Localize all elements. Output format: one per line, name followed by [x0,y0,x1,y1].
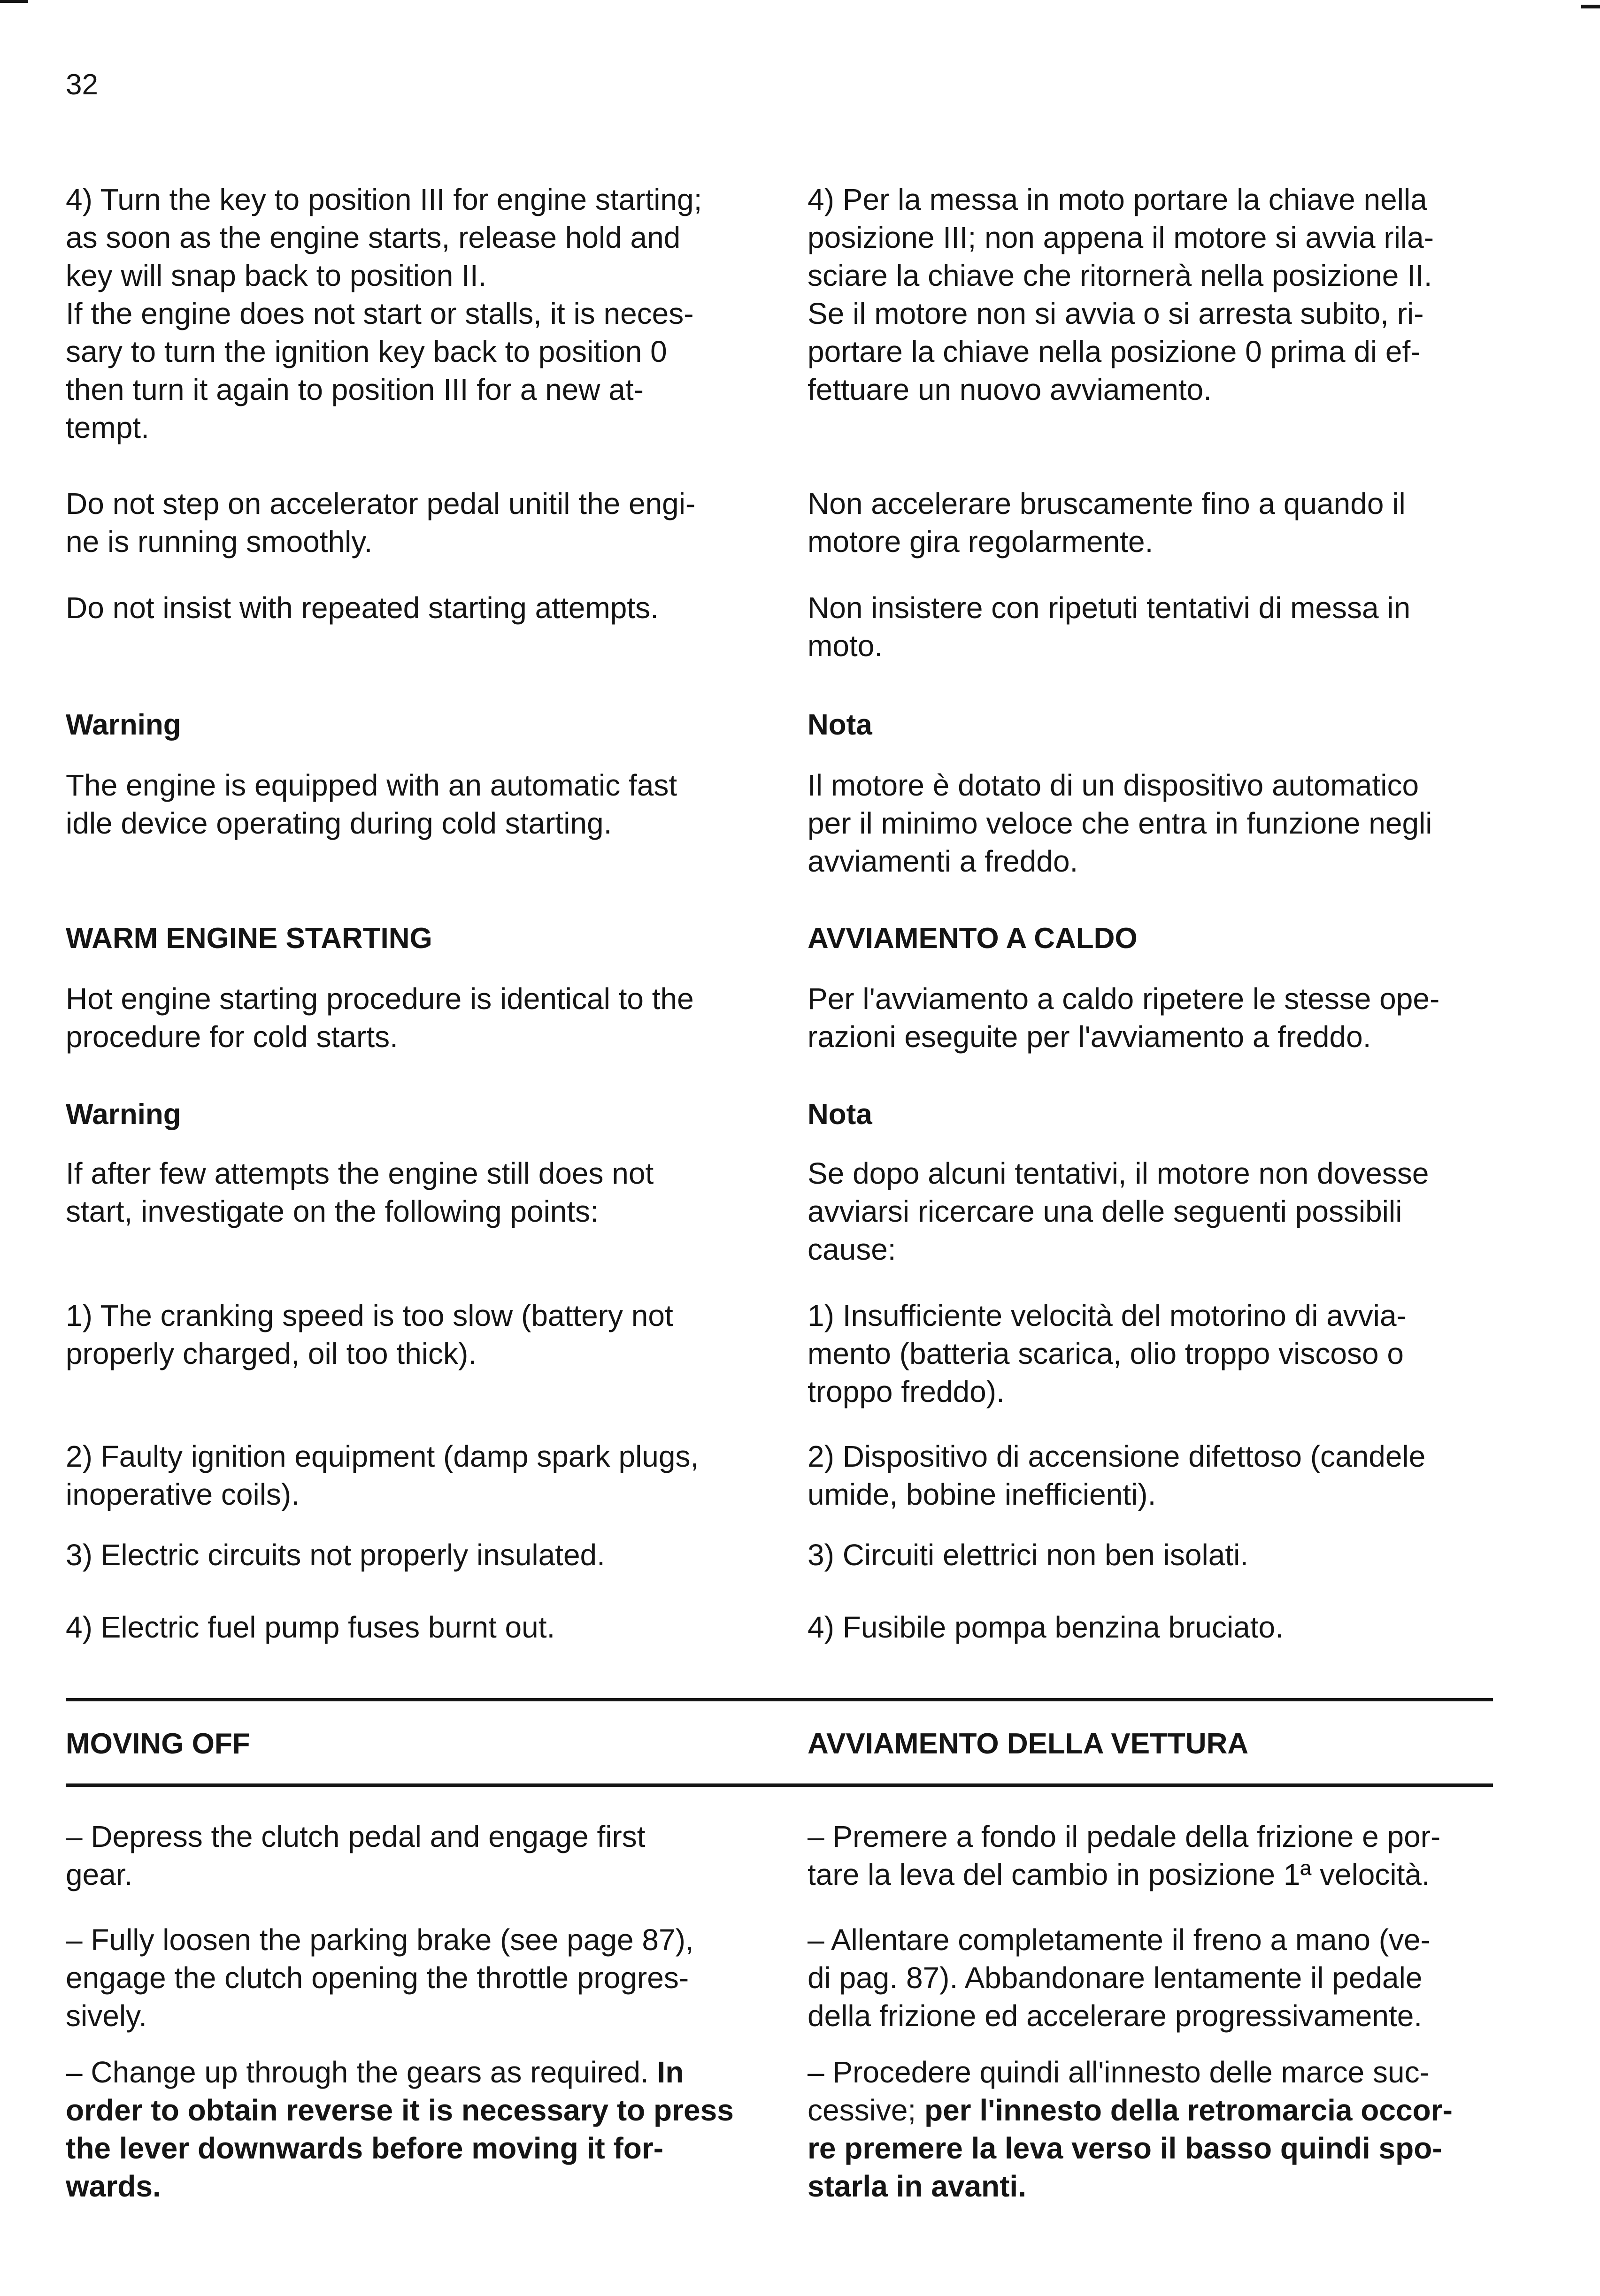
text-line: start, investigate on the following points: [66,1194,599,1228]
scan-mark-right [1581,5,1600,8]
text-line: 1) The cranking speed is too slow (battery not [66,1299,673,1332]
it-nota-label: Nota [808,709,872,741]
it-point-1 [808,1297,1512,1411]
en-fast-idle-paragraph [66,766,761,842]
text-line: Se dopo alcuni tentativi, il motore non dovesse [808,1156,1429,1190]
it-point-4 [808,1608,1512,1646]
text-line: ne is running smoothly. [66,525,373,559]
text-line [66,2053,761,2091]
it-fast-idle-paragraph [808,766,1512,880]
en-moving-step-2 [66,1921,761,2035]
text-line: di pag. 87). Abbandonare lentamente il pedale [808,1961,1423,1995]
en-accelerator-paragraph [66,485,761,561]
text-line: inoperative coils). [66,1477,300,1511]
text-line: – Depress the clutch pedal and engage first [66,1820,646,1853]
en-point-3 [66,1536,761,1574]
text-line: key will snap back to position II. [66,259,487,292]
text-line: procedure for cold starts. [66,1020,398,1054]
text-line: avviarsi ricercare una delle seguenti possibili [808,1194,1402,1228]
text-line: tare la leva del cambio in posizione 1ª velocità. [808,1858,1430,1891]
text-line: 2) Dispositivo di accensione difettoso (candele [808,1439,1426,1473]
text-line: portare la chiave nella posizione 0 prima di ef- [808,335,1421,368]
en-warning-label-2: Warning [66,1098,181,1131]
text-line: Non insistere con ripetuti tentativi di messa in [808,591,1411,625]
text-line: Il motore è dotato di un dispositivo automatico [808,768,1419,802]
text-line: idle device operating during cold starting. [66,806,612,840]
text-line: Non accelerare bruscamente fino a quando il [808,487,1406,520]
text-line: then turn it again to position III for a new at- [66,373,644,406]
text-line: – Premere a fondo il pedale della frizione e por- [808,1820,1441,1853]
en-warm-start-heading: WARM ENGINE STARTING [66,922,432,955]
text-line: cause: [808,1232,896,1266]
text-line: avviamenti a freddo. [808,844,1078,878]
text-line: motore gira regolarmente. [808,525,1154,559]
text-line-bold: wards. [66,2169,161,2203]
text-line: The engine is equipped with an automatic fast [66,768,677,802]
text-line: mento (batteria scarica, olio troppo viscoso o [808,1337,1404,1370]
text-line: as soon as the engine starts, release hold and [66,221,681,254]
it-warm-start-paragraph [808,980,1512,1056]
it-moving-step-2 [808,1921,1512,2035]
en-attempts-paragraph [66,1155,761,1231]
text-bold: per l'innesto della retromarcia occor- [924,2093,1453,2127]
text-line: 4) Per la messa in moto portare la chiave nella [808,183,1427,216]
it-point-2 [808,1438,1512,1514]
text-line: razioni eseguite per l'avviamento a freddo. [808,1020,1371,1054]
en-step4-paragraph [66,181,761,447]
page-number: 32 [66,69,98,101]
scan-mark-left [0,0,28,3]
text-line: – Procedere quindi all'innesto delle marce suc- [808,2055,1430,2089]
text-line: 1) Insufficiente velocità del motorino di avvia- [808,1299,1407,1332]
en-moving-step-1 [66,1818,761,1894]
en-point-4 [66,1608,761,1646]
text-normal: cessive; [808,2093,924,2127]
text-line [808,2091,1512,2129]
text-line: 3) Circuiti elettrici non ben isolati. [808,1538,1249,1572]
it-warm-start-heading: AVVIAMENTO A CALDO [808,922,1138,955]
en-moving-off-heading: MOVING OFF [66,1728,250,1760]
text-line: Do not step on accelerator pedal unitil the engi- [66,487,696,520]
it-step4-paragraph [808,181,1512,409]
it-moving-off-heading: AVVIAMENTO DELLA VETTURA [808,1728,1249,1760]
it-attempts-paragraph [808,1155,1512,1269]
text-line: 4) Fusibile pompa benzina bruciato. [808,1610,1284,1644]
text-line-bold: starla in avanti. [808,2169,1026,2203]
en-moving-step-3 [66,2053,761,2205]
it-point-3 [808,1536,1512,1574]
text-line-bold: order to obtain reverse it is necessary to press [66,2093,734,2127]
text-line-bold: the lever downwards before moving it for- [66,2131,664,2165]
it-accelerator-paragraph [808,485,1512,561]
text-line: per il minimo veloce che entra in funzione negli [808,806,1432,840]
text-line: If the engine does not start or stalls, it is neces- [66,297,694,330]
it-moving-step-3 [808,2053,1512,2205]
text-line: 4) Turn the key to position III for engine starting; [66,183,702,216]
text-line: 3) Electric circuits not properly insulated. [66,1538,605,1572]
text-line: sciare la chiave che ritornerà nella posizione II. [808,259,1432,292]
text-line: – Fully loosen the parking brake (see page 87), [66,1923,694,1957]
en-warm-start-paragraph [66,980,761,1056]
en-warning-label: Warning [66,709,181,741]
text-line: engage the clutch opening the throttle progres- [66,1961,689,1995]
it-nota-label-2: Nota [808,1098,872,1131]
it-moving-step-1 [808,1818,1512,1894]
text-line: fettuare un nuovo avviamento. [808,373,1212,406]
text-line: sively. [66,1999,147,2033]
text-line: If after few attempts the engine still does not [66,1156,654,1190]
text-line: posizione III; non appena il motore si avvia rila- [808,221,1434,254]
text-line: Per l'avviamento a caldo ripetere le stesse ope- [808,982,1440,1016]
text-line: 4) Electric fuel pump fuses burnt out. [66,1610,555,1644]
text-line: moto. [808,629,883,663]
text-line: 2) Faulty ignition equipment (damp spark plugs, [66,1439,699,1473]
en-point-2 [66,1438,761,1514]
text-line: tempt. [66,411,149,444]
section-rule-top [66,1698,1493,1701]
text-line: sary to turn the ignition key back to position 0 [66,335,667,368]
text-line: Hot engine starting procedure is identical to the [66,982,694,1016]
en-insist-paragraph [66,589,761,627]
text-line-bold: re premere la leva verso il basso quindi spo- [808,2131,1442,2165]
section-rule-bottom [66,1783,1493,1787]
text-line: properly charged, oil too thick). [66,1337,477,1370]
text-line: Se il motore non si avvia o si arresta subito, ri- [808,297,1424,330]
text-line: della frizione ed accelerare progressivamente. [808,1999,1423,2033]
en-point-1 [66,1297,761,1373]
text-line: – Allentare completamente il freno a mano (ve- [808,1923,1431,1957]
it-insist-paragraph [808,589,1512,665]
text-bold: In [657,2055,684,2089]
text-line: troppo freddo). [808,1375,1005,1408]
text-line: gear. [66,1858,133,1891]
text-normal: – Change up through the gears as required. [66,2055,657,2089]
text-line: umide, bobine inefficienti). [808,1477,1156,1511]
text-line: Do not insist with repeated starting attempts. [66,591,659,625]
